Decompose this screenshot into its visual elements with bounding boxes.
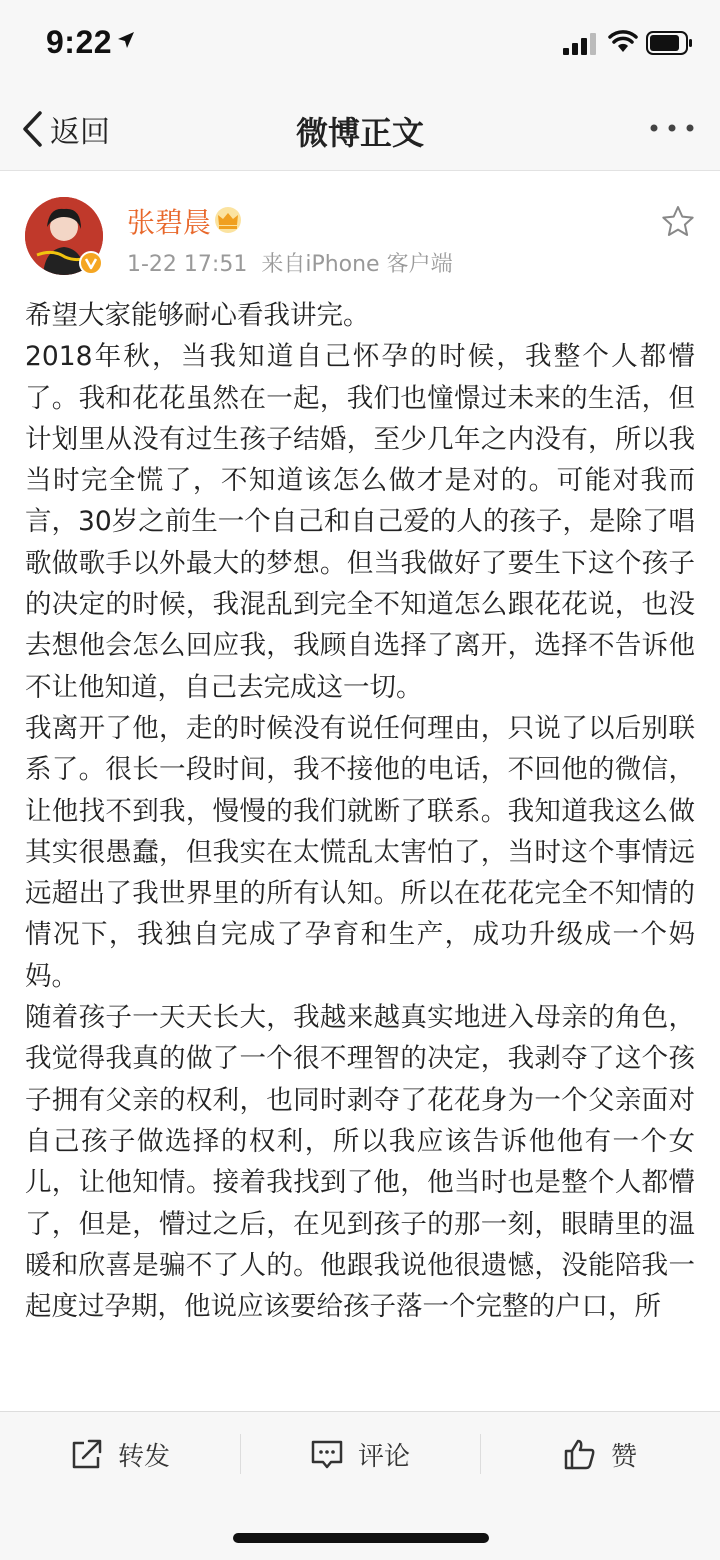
- post-text: [25, 295, 695, 1327]
- post-paragraph: 随着孩子一天天长大，我越来越真实地进入母亲的角色，我觉得我真的做了一个很不理智的决定，我剥夺了这个孩子拥有父亲的权利，也同时剥夺了花花身为一个父亲面对自己孩子做选择的权利，所以我应该告诉他他有一个女儿，让他知情。接着我找到了他，他当时也是整个人都懵了，但是，懵过之后，在见到孩子的那一刻，眼睛里的温暖和欣喜是骗不了人的。他跟我说他很遗憾，没能陪我一起度过孕期，他说应该要给孩子落一个完整的户口，所: [25, 1002, 695, 1323]
- post-paragraph: 2018年秋，当我知道自己怀孕的时候，我整个人都懵了。我和花花虽然在一起，我们也憧憬过未来的生活，但计划里从没有过生孩子结婚，至少几年之内没有，所以我当时完全慌了，不知道该怎么做才是对的。可能对我而言，30岁之前生一个自己和自己爱的人的孩子，是除了唱歌做歌手以外最大的梦想。但当我做好了要生下这个孩子的决定的时候，我混乱到完全不知道怎么跟花花说，也没去想他会怎么回应我，我顾自选择了离开，选择不告诉他不让他知道，自己去完成这一切。: [25, 341, 695, 703]
- post-source: 来自iPhone 客户端: [261, 252, 453, 277]
- location-icon: [116, 30, 136, 50]
- comment-icon: [310, 1437, 344, 1471]
- battery-icon: [646, 30, 694, 56]
- comment-button[interactable]: [310, 1432, 410, 1476]
- divider: [240, 1434, 241, 1474]
- verified-icon: [79, 251, 103, 275]
- comment-label: 评论: [358, 1441, 411, 1472]
- post-paragraph: 我离开了他，走的时候没有说任何理由，只说了以后别联系了。很长一段时间，我不接他的电话，不回他的微信，让他找不到我，慢慢的我们就断了联系。我知道我这么做其实很愚蠢，但我实在太慌乱太害怕了，当时这个事情远远超出了我世界里的所有认知。所以在花花完全不知情的情况下，我独自完成了孕育和生产，成功升级成一个妈妈。: [25, 712, 695, 992]
- action-bar: [0, 1411, 720, 1560]
- text-fade: [0, 1391, 720, 1411]
- repost-button[interactable]: [70, 1432, 170, 1476]
- post-meta: [127, 247, 453, 278]
- crown-icon: [212, 206, 244, 234]
- status-time: 9:22: [46, 24, 113, 60]
- post-paragraph: 希望大家能够耐心看我讲完。: [25, 300, 370, 331]
- page-title: 微博正文: [295, 114, 424, 152]
- thumbs-up-icon: [563, 1437, 597, 1471]
- repost-label: 转发: [118, 1441, 171, 1472]
- post-timestamp: 1-22 17:51: [127, 252, 248, 277]
- more-icon[interactable]: [648, 116, 696, 140]
- status-bar: [0, 0, 720, 90]
- repost-icon: [70, 1437, 104, 1471]
- signal-icon: [563, 33, 601, 55]
- home-indicator[interactable]: [233, 1533, 489, 1543]
- divider: [480, 1434, 481, 1474]
- back-label: 返回: [50, 115, 110, 150]
- star-icon[interactable]: [660, 204, 696, 240]
- like-label: 赞: [611, 1441, 638, 1472]
- nav-bar: [0, 90, 720, 171]
- wifi-icon: [608, 30, 638, 54]
- like-button[interactable]: [563, 1432, 637, 1476]
- post-card: [0, 171, 720, 1411]
- author-name[interactable]: 张碧晨: [127, 206, 212, 239]
